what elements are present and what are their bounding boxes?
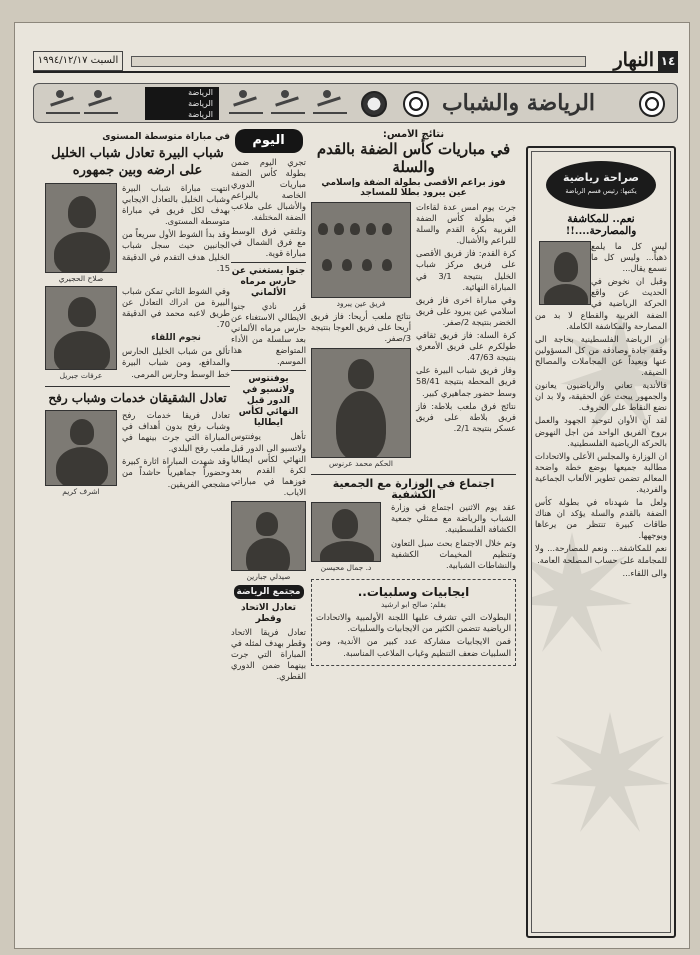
column-today: اليوم تجري اليوم ضمن بطولة كأس الضفة مباريات الدوري الخاصة بالبراعم والأشبال على ملاعب الضفة المختلفة. وتلتقي فرق الوسط مع فرق الشمال في مباراة قوية. جنوا يستغني عن حارس مرماه الألماني قرر نادي جنوا الايطالي الاستغناء عن حارس مرماه الألماني بعد سلسلة من الأداء المتواضع هذا الموسم. يوفنتوس ولاتسيو في الدور قبل النهائي لكأس ايطاليا تأهل يوفنتوس ولاتسيو الى الدور قبل النهائي لكأس ايطاليا لكرة القدم بعد فوزهما في مباراتي الاياب. صيدلي جبارين مجتمع الرياضة تعادل الاتحاد وقطر تعادل فريقا الاتحاد وقطر بهدف لمثله في المباراة التي جرت بينهما ضمن الدوري القطري. xyxy=(231,129,306,938)
team-photo xyxy=(311,202,411,298)
referee-photo xyxy=(311,348,411,458)
newspaper-page xyxy=(14,22,690,949)
column-frank-sports xyxy=(526,146,676,938)
headline: اجتماع في الوزارة مع الجمعية الكشفية xyxy=(332,477,495,502)
photo-caption: عرفات جبريل xyxy=(59,371,103,380)
column-body: ليس كل ما يلمع ذهباً... وليس كل ما نسمع يقال... وقبل ان نخوض في الحديث عن واقع الحركة الرياضية في الضفة الغربية والقطاع لا بد من المصارحة والمكاشفة الكاملة. ان الرياضة الفلسطينية بحاجة الى وقفة جادة وصادقة من كل المسؤولين عنها وبعيداً عن المجاملات والمصالح الضيقة. فالأندية تعاني والرياضيون يعانون والجمهور يبحث عن الحقيقة، ولا بد ان نضع النقاط على الحروف. لقد آن الأوان لتوحيد الجهود والعمل بروح الفريق الواحد من اجل النهوض بالحركة الرياضية الفلسطينية. ان الوزارة والمجلس الأعلى والاتحادات مطالبة جميعها بوضع خطة واضحة المعالم تضمن تطوير الألعاب الجماعية والفردية. ولعل ما شهدناه في بطولة كأس الضفة بالقدم والسلة يؤكد ان هناك طاقات كبيرة تنتظر من يرعاها ويوجهها. نعم للمكاشفة... ونعم للمصارحة... ولا للمجاملة على حساب المصلحة العامة. والى اللقاء... xyxy=(535,241,667,578)
photo-caption: الحكم محمد عرنوس xyxy=(329,459,393,469)
sports-society-label: مجتمع الرياضة xyxy=(234,585,304,599)
photo-caption: فريق عين يبرود xyxy=(336,299,386,308)
paper-logo: النهار xyxy=(613,49,654,71)
player-photo xyxy=(231,501,306,571)
basketball-icon xyxy=(361,91,387,117)
player-photo xyxy=(45,410,117,486)
page-number: ١٤ xyxy=(658,51,678,72)
issue-date: السبت ١٩٩٤/١٢/١٧ xyxy=(33,51,123,71)
opinion-box: ايجابيات وسلبيات.. بقلم: صالح ابو ارشيد البطولات التي تشرف عليها اللجنة الأولمبية والاتحادات الرياضية تتضمن الكثير من الايجابيات والسلبيات. فمن الايجابيات مشاركة عدد كبير من الأندية، ومن السلبيات ضعف التنظيم وغياب الملاعب المناسبة. xyxy=(311,579,516,665)
section-index: الرياضة الرياضة الرياضة xyxy=(145,87,219,120)
player-silhouette-icon xyxy=(84,94,118,114)
photo-caption: صلاح الحجيري xyxy=(58,274,104,283)
player-silhouette-icon xyxy=(271,94,305,114)
headline: في مباريات كأس الضفة بالقدم والسلة xyxy=(316,140,511,176)
football-icon xyxy=(403,91,429,117)
section-title: الرياضة والشباب xyxy=(441,90,595,116)
column-author: يكتبها: رئيس قسم الرياضة xyxy=(565,187,637,195)
headline: جنوا يستغني عن حارس مرماه الألماني xyxy=(231,265,306,298)
column-local-football: في مباراة متوسطة المستوى شباب البيرة تعادل شباب الخليل على ارضه وبين جمهوره صلاح الحجيري انتهت مباراة شباب البيرة وشباب الخليل بالتعادل الايجابي بهدف لكل فريق في مباراة متوسطة المستوى. وقد بدأ الشوط الأول سريعاً من الجانبين حيث سجل شباب الخليل هدف التقدم في الدقيقة 15. وفي الشوط الثاني تمكن شباب البيرة من ادراك التعادل عن طريق لاعبه محمد في الدقيقة 70. نجوم اللقاء تألق من شباب الخليل الحارس والمدافع، ومن شباب البيرة خط الوسط وحارس المرمى. عرفات جبريل تعادل الشقيقان خدمات وشباب رفح اشرف كريم تعادل فريقا خدمات رفح وشباب رفح بدون أهداف في المباراة التي جرت بينهما في ملعب رفح البلدي. وقد شهدت المباراة اثارة كبيرة وحضوراً جماهيرياً حاشداً من مشجعي الفريقين. xyxy=(45,129,230,938)
headline: تعادل الاتحاد وقطر xyxy=(240,602,297,624)
stars-label: نجوم اللقاء xyxy=(151,333,201,344)
subheadline: فوز براعم الأقصى بطولة الضفة وإسلامي عين يبرود بطلا للمساجد xyxy=(321,178,506,198)
masthead xyxy=(33,51,678,73)
kicker: في مباراة متوسطة المستوى xyxy=(102,132,230,142)
player-silhouette-icon xyxy=(229,94,263,114)
photo-caption: د. جمال محيسن xyxy=(320,563,372,573)
player-silhouette-icon xyxy=(313,94,347,114)
masthead-bar xyxy=(131,56,586,67)
author-photo xyxy=(539,241,591,305)
column-title: صراحة رياضية xyxy=(562,171,640,184)
headline: شباب البيرة تعادل شباب الخليل على ارضه وبين جمهوره xyxy=(51,146,224,178)
headline: تعادل الشقيقان خدمات وشباب رفح xyxy=(48,391,227,405)
column-badge xyxy=(546,161,656,209)
byline: بقلم: صالح ابو ارشيد xyxy=(380,600,447,610)
kicker: نتائج الأمس: xyxy=(382,129,445,140)
headline: يوفنتوس ولاتسيو في الدور قبل النهائي لكأس ايطاليا xyxy=(238,374,299,429)
article-body: عقد يوم الاثنين اجتماع في وزارة الشباب والرياضة مع ممثلي جمعية الكشافة الفلسطينية. وتم خلال الاجتماع بحث سبل التعاون وتنظيم المخيمات الكشفية والنشاطات الشبابية. xyxy=(391,502,516,570)
player-photo xyxy=(45,286,117,370)
starburst-decoration xyxy=(550,712,670,832)
section-banner xyxy=(33,83,678,123)
football-icon xyxy=(639,91,665,117)
today-label: اليوم xyxy=(235,129,303,153)
column-west-bank-cup: نتائج الأمس: في مباريات كأس الضفة بالقدم والسلة فوز براعم الأقصى بطولة الضفة وإسلامي عين يبرود بطلا للمساجد جرت يوم امس عدة لقاءات في بطولة كأس الضفة الغربية بكرة القدم والسلة للبراعم والأشبال. كرة القدم: فاز فريق الأقصى على فريق مركز شباب الخليل بنتيجة 3/1 في المباراة النهائية. وفي مباراة اخرى فاز فريق اسلامي عين يبرود على فريق الخضر بنتيجة 2/صفر. كرة السلة: فاز فريق ثقافي طولكرم على فريق الأمعري بنتيجة 47/63. وفاز فريق شباب البيرة على فريق المحطة بنتيجة 58/41 وسط حضور جماهيري كبير. نتائج فرق ملعب بلاطة: فاز فريق بلاطة على فريق عسكر بنتيجة 2/1. فريق عين يبرود نتائج ملعب أريحا: فاز فريق أريحا على فريق العوجا بنتيجة 3/صفر. الحكم محمد عرنوس اجتماع في الوزارة مع الجمعية الكشفية عقد يوم الاثنين اجتماع في وزارة الشباب والرياضة مع ممثلي جمعية الكشافة الفلسطينية. وتم خلال الاجتماع بحث سبل التعاون وتنظيم المخيمات الكشفية والنشاطات الشبابية. د. جمال محيسن ايجابيات وسلبيات.. بقلم: صالح ابو ارشيد البطولات التي تشرف عليها اللجنة الأولمبية والاتحادات الرياضية تتضمن الكثير من الايجابيات والسلبيات. فمن الايجابيات مشاركة عدد كبير من الأندية، ومن السلبيات ضعف التنظيم وغياب الملاعب المناسبة. xyxy=(311,129,516,938)
article-body: جرت يوم امس عدة لقاءات في بطولة كأس الضفة الغربية بكرة القدم والسلة للبراعم والأشبال. كرة القدم: فاز فريق الأقصى على فريق مركز شباب الخليل بنتيجة 3/1 في المباراة النهائية. وفي مباراة اخرى فاز فريق اسلامي عين يبرود على فريق الخضر بنتيجة 2/صفر. كرة السلة: فاز فريق ثقافي طولكرم على فريق الأمعري بنتيجة 47/63. وفاز فريق شباب البيرة على فريق المحطة بنتيجة 58/41 وسط حضور جماهيري كبير. نتائج فرق ملعب بلاطة: فاز فريق بلاطة على فريق عسكر بنتيجة 2/1. xyxy=(416,202,516,433)
headline: ايجابيات وسلبيات.. xyxy=(357,585,470,600)
photo-caption: صيدلي جبارين xyxy=(246,571,291,581)
player-silhouette-icon xyxy=(46,94,80,114)
photo-caption: اشرف كريم xyxy=(62,487,100,496)
column-headline: نعم.. للمكاشفة والمصارحة....!! xyxy=(565,213,637,237)
player-photo xyxy=(45,183,117,273)
official-photo xyxy=(311,502,381,562)
